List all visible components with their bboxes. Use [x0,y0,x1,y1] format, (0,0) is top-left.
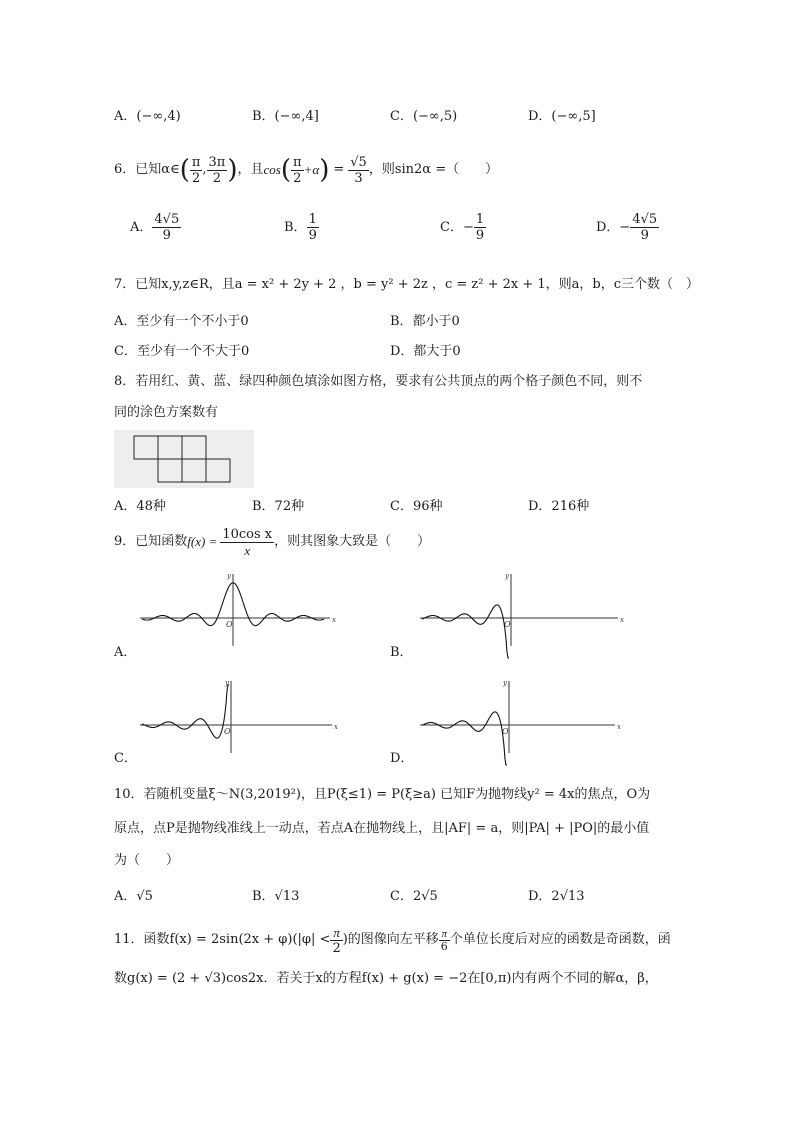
y-axis-label: y [225,679,229,687]
option-label: B． [284,219,307,235]
origin-label: O [224,727,231,736]
frac-num: √5 [350,154,367,170]
q8-option-b: B．72种 [252,499,305,514]
q6-rhs [348,155,369,186]
q6-paren-close: ) [227,155,238,185]
frac-den: 9 [640,228,649,243]
y-axis-label: y [503,679,507,687]
x-axis-label: x [334,723,338,731]
q5-option-a: A．(−∞,4) [114,109,181,124]
q5-option-c: C．(−∞,5) [390,109,458,124]
option-label: A． [130,219,153,235]
q8-option-a: A．48种 [114,499,166,514]
frac-den: 9 [162,228,171,243]
frac-den: 6 [440,939,448,953]
q6-lead: 6．已知α∈ [114,162,180,177]
function-curve [422,712,507,765]
function-curve [422,605,509,658]
q6-option-d [596,212,659,243]
q6-comma: , [202,162,207,177]
q6-option-b-frac [307,212,319,243]
q6-eq: = [333,162,345,177]
q9-option-d: D． [390,751,414,766]
frac-num: π [293,154,302,170]
q6-interval-lower [190,155,203,186]
grid-cell [134,436,158,459]
grid-cell [206,459,230,482]
q7-stem: 7．已知x,y,z∈R，且a = x² + 2y + 2 ，b = y² + 2z ，c = z² + 2x + 1，则a，b，c三个数（ ） [114,277,700,292]
frac-den: 9 [475,228,485,243]
q6-option-c-frac [474,212,486,243]
q5-option-b: B．(−∞,4] [252,109,319,124]
q9-graph-d [410,675,625,755]
frac-num: 1 [308,212,317,227]
frac-num: 3π [208,154,226,170]
frac-num: π [439,928,450,941]
q8-stem-line2: 同的涂色方案数有 [114,405,219,420]
q11-part-a: 11．函数f(x) = 2sin(2x + φ)(|φ| < [114,932,331,947]
q10-stem-line2: 原点，点P是抛物线准线上一动点，若点A在抛物线上，且|AF| = a，则|PA| + |PO|的最小值 [114,821,650,836]
option-label: C．− [440,219,474,235]
q9-option-a: A． [114,645,137,660]
frac-den: 3 [354,170,363,186]
q8-grid-figure [114,430,254,488]
q11-phi-bound [330,925,342,956]
q6-mid: ，且 [237,162,264,177]
q9-function: f(x) = [187,534,218,549]
frac-den: x [244,542,251,558]
q6-option-c [440,212,486,243]
q9-tail: ，则其图象大致是（ ） [274,534,431,549]
q5-option-d: D．(−∞,5] [528,109,596,124]
x-axis-label: x [332,616,336,624]
q11-part-b: )的图像向左平移 [342,932,439,947]
q7-option-a: A．至少有一个不小于0 [114,314,249,329]
q9-option-b: B． [390,645,413,660]
q10-option-d: D．2√13 [528,889,585,904]
frac-den: 2 [293,170,302,186]
grid-cell [158,436,182,459]
q8-option-d: D．216种 [528,499,590,514]
q6-paren-open: ( [179,155,190,185]
function-curve [142,685,229,738]
q9-option-c: C． [114,751,137,766]
origin-label: O [502,727,509,736]
option-label: D．− [596,219,631,235]
q6-paren-close-2: ) [319,155,330,185]
q10-stem-line1: 10．若随机变量ξ～N(3,2019²)，且P(ξ≤1) = P(ξ≥a) 已知F为抛物线y² = 4x的焦点，O为 [114,787,651,802]
q8-stem-line1: 8．若用红、黄、蓝、绿四种颜色填涂如图方格，要求有公共顶点的两个格子颜色不同，则不 [114,374,643,389]
origin-label: O [504,620,511,629]
q6-option-a [130,212,181,243]
q9-lead: 9．已知函数 [114,534,188,549]
q8-grid-svg [114,430,254,488]
grid-cell [182,436,206,459]
q9-stem [114,524,430,560]
q6-option-b [284,212,319,243]
q10-option-a: A．√5 [114,889,153,904]
q7-option-c: C．至少有一个不大于0 [114,344,250,359]
q10-option-b: B．√13 [252,889,300,904]
frac-den: 2 [212,170,222,186]
q11-part-c: 个单位长度后对应的函数是奇函数，函 [449,932,671,947]
frac-den: 2 [332,940,341,956]
q7-option-b: B．都小于0 [390,314,460,329]
q9-graph-c [130,675,345,755]
frac-num: 4√5 [154,212,180,227]
q11-stem-line2: 数g(x) = (2 + √3)cos2x．若关于x的方程f(x) + g(x) = −2在[0,π)内有两个不同的解α，β， [114,971,658,986]
q6-tail: ，则sin2α =（ ） [368,162,499,177]
frac-num: π [330,925,342,941]
q6-interval-upper [207,155,228,186]
q6-cos: cos [263,162,281,177]
q6-stem [114,150,498,190]
x-axis-label: x [617,723,621,731]
y-axis-label: y [227,572,231,580]
frac-den: 9 [308,228,317,243]
frac-num: 4√5 [632,212,658,227]
q10-option-c: C．2√5 [390,889,438,904]
frac-num: 1 [475,212,485,227]
q6-paren-open-2: ( [280,155,292,185]
q8-option-c: C．96种 [390,499,443,514]
q9-graph-a [130,568,345,648]
grid-cell [158,459,182,482]
q6-plus-alpha: +α [303,162,320,177]
q11-stem-line1 [114,922,671,958]
q11-shift [439,928,450,953]
x-axis-label: x [620,616,624,624]
frac-num: 10cos x [222,526,273,542]
frac-num: π [191,154,201,170]
y-axis-label: y [505,572,509,580]
q9-graph-b [410,568,625,648]
q9-function-frac [220,527,274,558]
grid-cell [182,459,206,482]
q10-stem-line3: 为（ ） [114,853,180,868]
q6-cos-arg [291,155,304,186]
q6-option-a-frac [152,212,181,243]
origin-label: O [226,620,233,629]
q6-option-d-frac [630,212,659,243]
frac-den: 2 [191,170,201,186]
q7-option-d: D．都大于0 [390,344,461,359]
